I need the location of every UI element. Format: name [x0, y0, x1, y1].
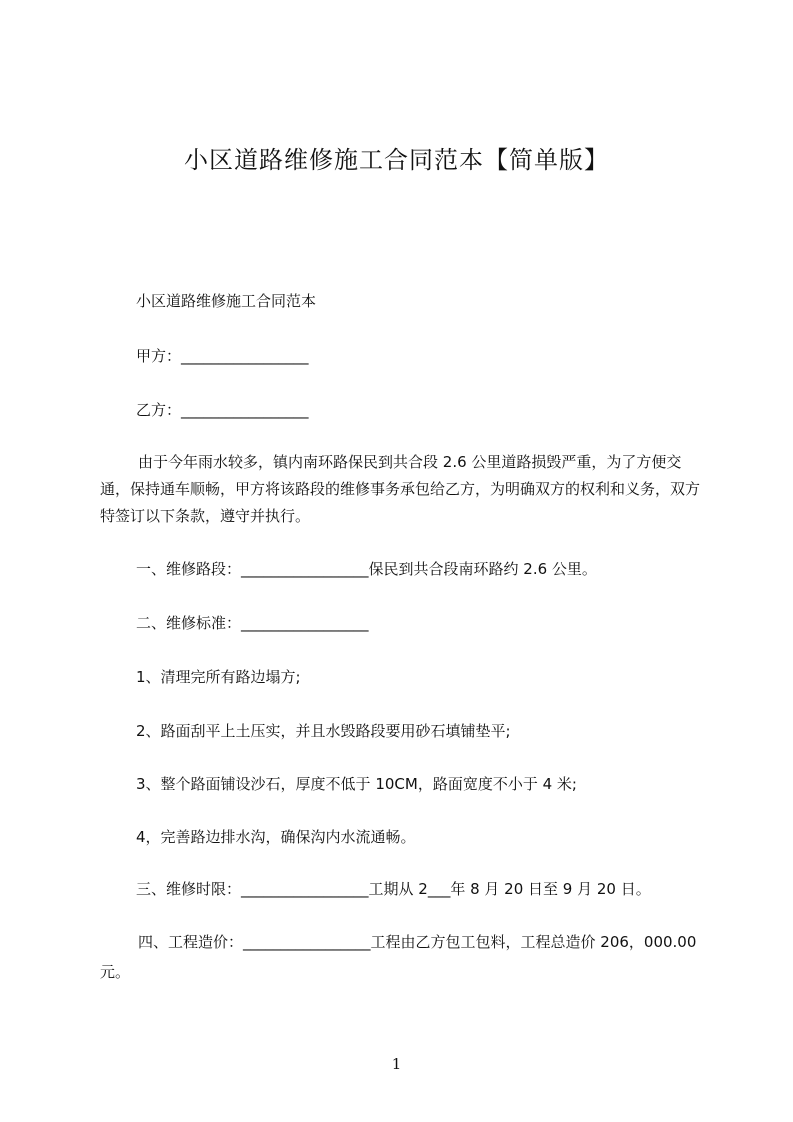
party-a-line: 甲方：_________________	[136, 347, 309, 365]
section-1-road: 一、维修路段：_________________保民到共合段南环路约 2.6 公里。	[136, 560, 597, 578]
standard-item-1: 1、清理完所有路边塌方;	[136, 668, 301, 686]
party-b-line: 乙方：_________________	[136, 401, 309, 419]
section-4-cost: 四、工程造价：_________________工程由乙方包工包料，工程总造价 206，000.00 元。	[100, 933, 697, 981]
section-2-standard: 二、维修标准：_________________	[136, 614, 369, 632]
section-3-duration: 三、维修时限：_________________工期从 2___年 8 月 20 日至 9 月 20 日。	[136, 880, 651, 898]
standard-item-4: 4，完善路边排水沟，确保沟内水流通畅。	[136, 828, 416, 846]
document-title: 小区道路维修施工合同范本【简单版】	[184, 146, 609, 174]
standard-item-2: 2、路面刮平上土压实，并且水毁路段要用砂石填铺垫平;	[136, 722, 511, 740]
intro-paragraph: 由于今年雨水较多，镇内南环路保民到共合段 2.6 公里道路损毁严重，为了方便交通，保持通车顺畅，甲方将该路段的维修事务承包给乙方，为明确双方的权利和义务，双方特签订以下条款，遵守并执行。	[100, 453, 701, 525]
standard-item-3: 3、整个路面铺设沙石，厚度不低于 10CM，路面宽度不小于 4 米;	[136, 775, 577, 793]
contract-subtitle: 小区道路维修施工合同范本	[136, 292, 317, 310]
page-number: 1	[391, 1055, 402, 1073]
